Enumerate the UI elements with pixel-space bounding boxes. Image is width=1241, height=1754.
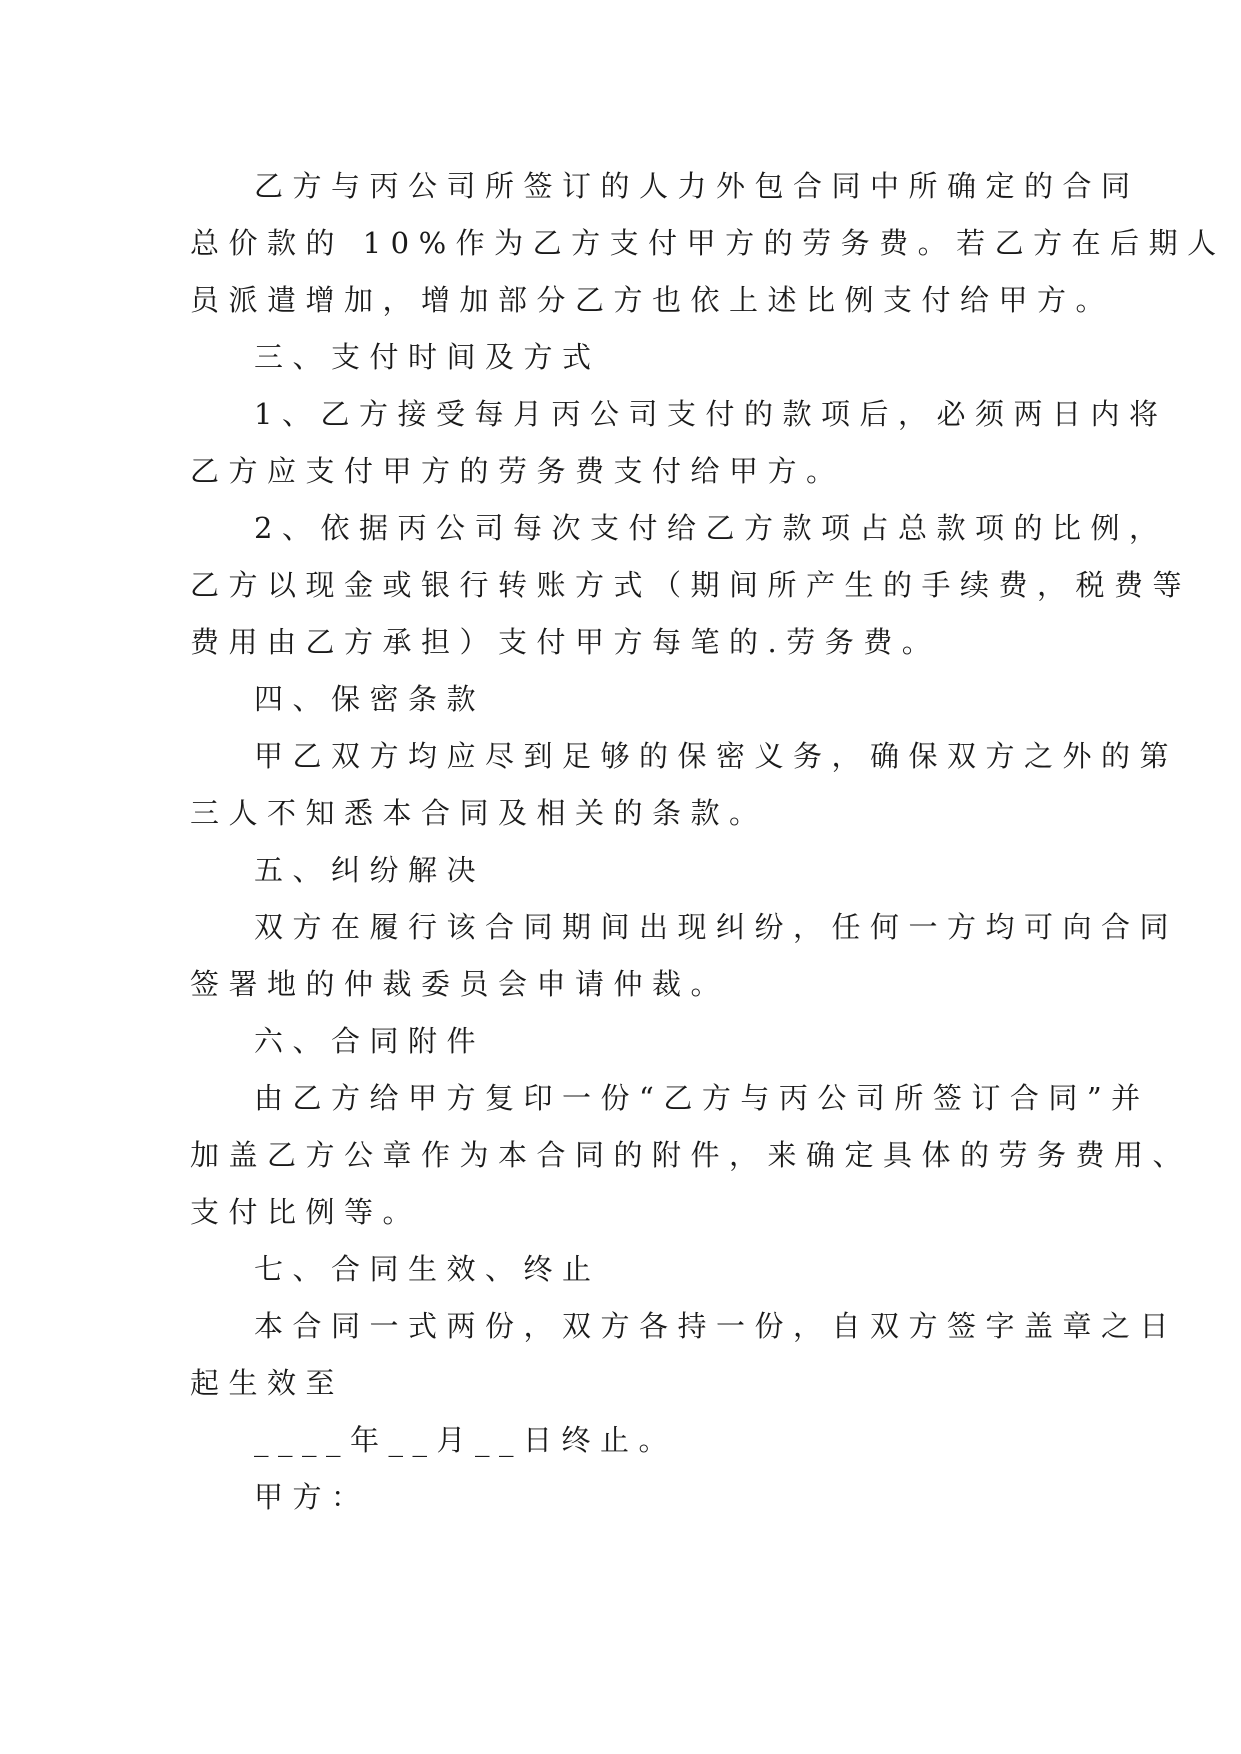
paragraph-line: 费用由乙方承担）支付甲方每笔的.劳务费。 bbox=[190, 625, 941, 659]
section-heading: 六、合同附件 bbox=[254, 1024, 486, 1058]
section-heading: 五、纠纷解决 bbox=[254, 853, 486, 887]
paragraph-line: 总价款的 10%作为乙方支付甲方的劳务费。若乙方在后期人 bbox=[190, 226, 1226, 260]
date-line: ____年__月__日终止。 bbox=[254, 1423, 678, 1457]
paragraph-line: 由乙方给甲方复印一份“乙方与丙公司所签订合同”并 bbox=[254, 1081, 1150, 1115]
party-a-signature-label: 甲方： bbox=[254, 1480, 370, 1514]
paragraph-line: 双方在履行该合同期间出现纠纷，任何一方均可向合同 bbox=[254, 910, 1179, 944]
paragraph-line: 员派遣增加，增加部分乙方也依上述比例支付给甲方。 bbox=[190, 283, 1115, 317]
section-heading: 三、支付时间及方式 bbox=[254, 340, 601, 374]
paragraph-line: 支付比例等。 bbox=[190, 1195, 422, 1229]
paragraph-line: 1、乙方接受每月丙公司支付的款项后，必须两日内将 bbox=[254, 397, 1168, 431]
paragraph-line: 加盖乙方公章作为本合同的附件，来确定具体的劳务费用、 bbox=[190, 1138, 1192, 1172]
paragraph-line: 起生效至 bbox=[190, 1366, 345, 1400]
paragraph-line: 三人不知悉本合同及相关的条款。 bbox=[190, 796, 768, 830]
paragraph-line: 签署地的仲裁委员会申请仲裁。 bbox=[190, 967, 730, 1001]
paragraph-line: 本合同一式两份，双方各持一份，自双方签字盖章之日 bbox=[254, 1309, 1179, 1343]
section-heading: 七、合同生效、终止 bbox=[254, 1252, 601, 1286]
paragraph-line: 2、依据丙公司每次支付给乙方款项占总款项的比例， bbox=[254, 511, 1168, 545]
paragraph-line: 乙方应支付甲方的劳务费支付给甲方。 bbox=[190, 454, 845, 488]
section-heading: 四、保密条款 bbox=[254, 682, 486, 716]
paragraph-line: 乙方以现金或银行转账方式（期间所产生的手续费，税费等 bbox=[190, 568, 1192, 602]
paragraph-line: 甲乙双方均应尽到足够的保密义务，确保双方之外的第 bbox=[254, 739, 1179, 773]
paragraph-line: 乙方与丙公司所签订的人力外包合同中所确定的合同 bbox=[254, 169, 1140, 203]
